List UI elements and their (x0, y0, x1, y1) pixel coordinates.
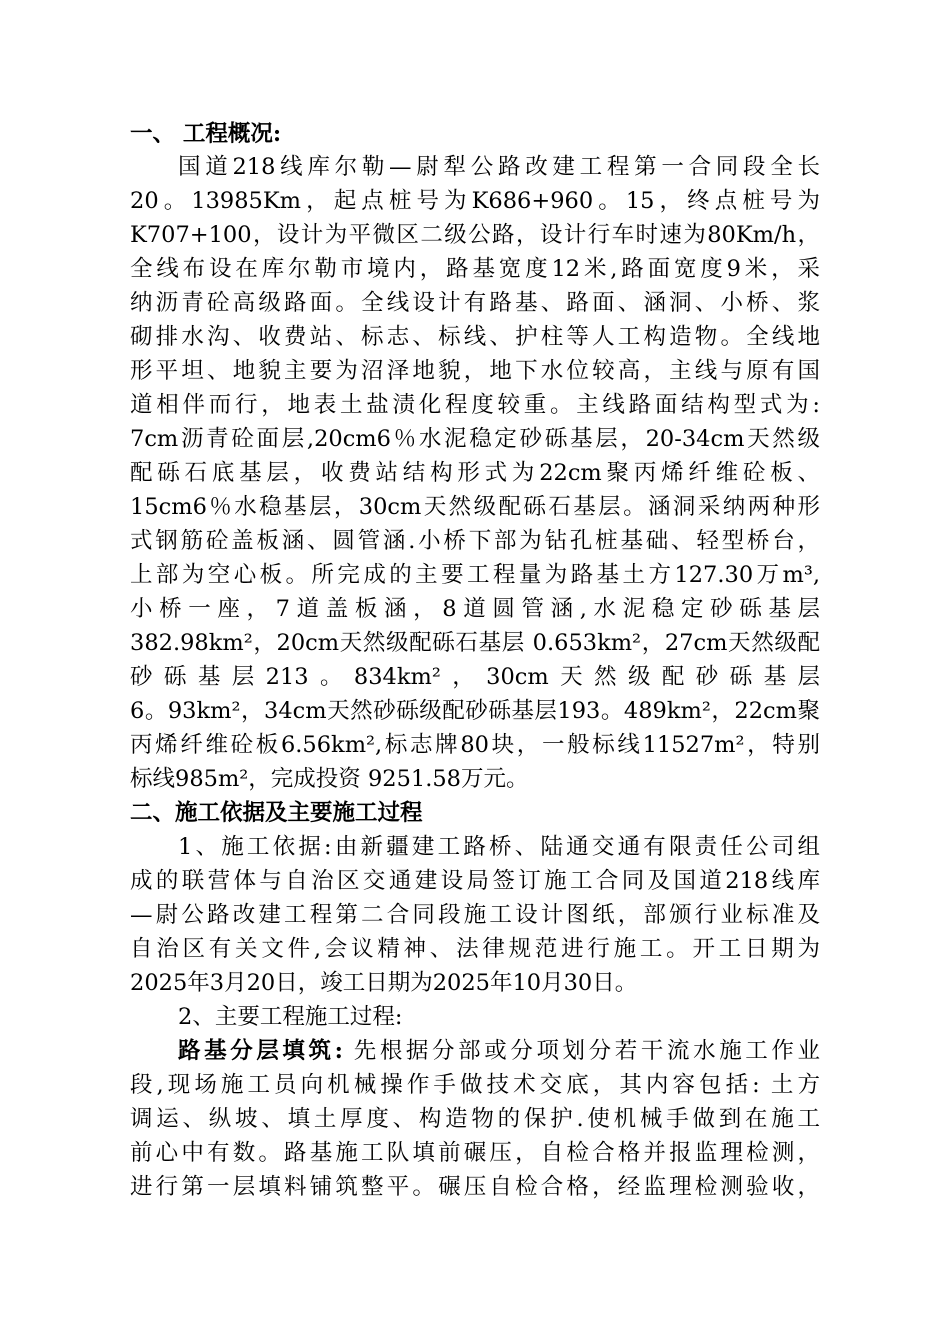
paragraph-line: 形平坦、地貌主要为沼泽地貌，地下水位较高，主线与原有国 (130, 358, 820, 384)
paragraph-line: 砌排水沟、收费站、标志、标线、护柱等人工构造物。全线地 (130, 324, 820, 350)
paragraph-line: 小桥一座，7道盖板涵，8道圆管涵,水泥稳定砂砾基层 (130, 596, 820, 622)
paragraph-line: 成的联营体与自治区交通建设局签订施工合同及国道218线库 (130, 868, 820, 894)
subgrade-text: 先根据分部或分项划分若干流水施工作业 (342, 1038, 821, 1064)
paragraph-line: 式钢筋砼盖板涵、圆管涵.小桥下部为钻孔桩基础、轻型桥台， (130, 528, 820, 554)
paragraph-line: 配砾石底基层，收费站结构形式为22cm聚丙烯纤维砼板、 (130, 460, 820, 486)
paragraph-line: 382.98km²，20cm天然级配砾石基层 0.653km²，27cm天然级配 (130, 630, 820, 656)
section-2-heading: 二、施工依据及主要施工过程 (130, 800, 423, 826)
subgrade-paragraph-first-line (178, 1035, 820, 1067)
paragraph-line: 纳沥青砼高级路面。全线设计有路基、路面、涵洞、小桥、浆 (130, 290, 820, 316)
paragraph-line: 丙烯纤维砼板6.56km²,标志牌80块，一般标线11527m²，特别 (130, 732, 820, 758)
subgrade-label: 路基分层填筑: (178, 1038, 343, 1064)
paragraph-line: 砂砾基层213。834km²，30cm天然级配砂砾基层 (130, 664, 820, 690)
section-1-heading: 一、 工程概况: (130, 121, 282, 147)
paragraph-line: 进行第一层填料铺筑整平。碾压自检合格，经监理检测验收， (130, 1174, 820, 1200)
paragraph-line: 道相伴而行，地表土盐渍化程度较重。主线路面结构型式为: (130, 392, 820, 418)
paragraph-line: 自治区有关文件,会议精神、法律规范进行施工。开工日期为 (130, 936, 820, 962)
paragraph-line: 调运、纵坡、填土厚度、构造物的保护.使机械手做到在施工 (130, 1106, 820, 1132)
paragraph-line: 上部为空心板。所完成的主要工程量为路基土方127.30万m³, (130, 562, 820, 588)
process-subtitle: 2、主要工程施工过程: (178, 1004, 403, 1030)
paragraph-line: 全线布设在库尔勒市境内，路基宽度12米,路面宽度9米，采 (130, 256, 820, 282)
paragraph-line: 15cm6％水稳基层，30cm天然级配砾石基层。涵洞采纳两种形 (130, 494, 820, 520)
paragraph-line: 6。93km²，34cm天然砂砾级配砂砾基层193。489km²，22cm聚 (130, 698, 820, 724)
paragraph-line: 2025年3月20日，竣工日期为2025年10月30日。 (130, 970, 638, 996)
paragraph-line: K707+100，设计为平微区二级公路，设计行车时速为80Km/h， (130, 222, 820, 248)
paragraph-line: 段,现场施工员向机械操作手做技术交底，其内容包括: 土方 (130, 1072, 820, 1098)
paragraph-line: 标线985m²，完成投资 9251.58万元。 (130, 766, 529, 792)
paragraph-line: 7cm沥青砼面层,20cm6％水泥稳定砂砾基层，20-34cm天然级 (130, 426, 820, 452)
paragraph-line: —尉公路改建工程第二合同段施工设计图纸，部颁行业标准及 (130, 902, 820, 928)
paragraph-line: 国道218线库尔勒—尉犁公路改建工程第一合同段全长 (178, 154, 820, 180)
paragraph-line: 20。13985Km，起点桩号为K686+960。15，终点桩号为 (130, 188, 820, 214)
paragraph-line: 1、施工依据:由新疆建工路桥、陆通交通有限责任公司组 (178, 834, 820, 860)
paragraph-line: 前心中有数。路基施工队填前碾压，自检合格并报监理检测， (130, 1140, 820, 1166)
